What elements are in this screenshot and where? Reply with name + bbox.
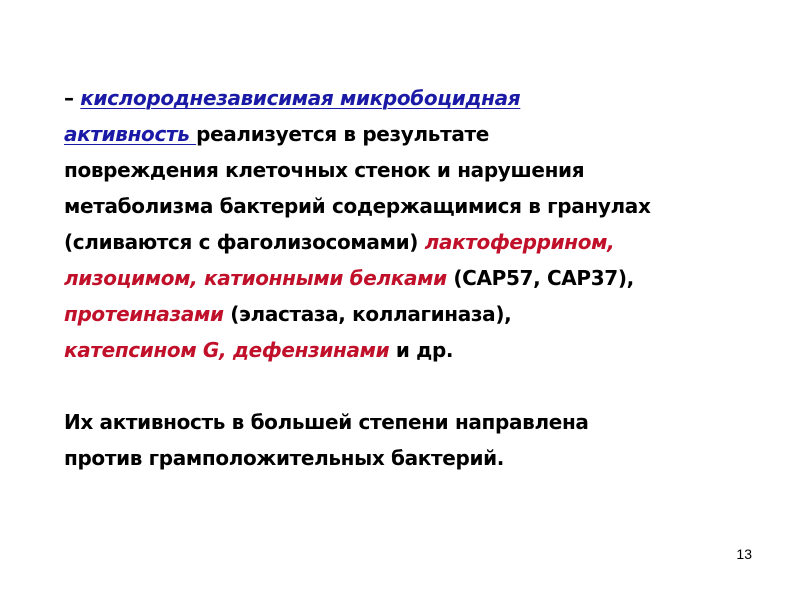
text-line-9 [64,404,784,440]
text-line-7 [64,296,784,332]
text-line-5 [64,224,784,260]
text-line-10 [64,440,784,476]
text-line-1 [64,80,784,116]
dash-bullet: – [64,86,81,110]
body-text: метаболизма бактерий содержащимися в гранулах [64,194,651,218]
body-text: (эластаза, коллагиназа), [223,302,512,326]
paragraph-spacer [64,368,784,404]
body-text: против грамположительных бактерий. [64,446,505,470]
text-line-2 [64,116,784,152]
highlight-proteinases: протеиназами [64,302,224,326]
term-activity: активность [64,122,197,146]
body-text: (сливаются с фаголизосомами) [64,230,425,254]
highlight-lactoferrin: лактоферрином, [424,230,615,254]
body-text: повреждения клеточных стенок и нарушения [64,158,585,182]
body-text: реализуется в результате [196,122,489,146]
term-oxygen-independent: кислороднезависимая микробоцидная [80,86,521,110]
body-text: Их активность в большей степени направлена [64,410,589,434]
text-line-4 [64,188,784,224]
text-line-8 [64,332,784,368]
text-line-3 [64,152,784,188]
highlight-cathepsin-defensins: катепсином G, дефензинами [64,338,390,362]
slide-body [64,80,784,476]
body-text: и др. [389,338,454,362]
highlight-lysozyme-cationic: лизоцимом, катионными белками [64,266,447,290]
body-text: (CAP57, CAP37), [446,266,634,290]
page-number: 13 [736,546,752,562]
text-line-6 [64,260,784,296]
